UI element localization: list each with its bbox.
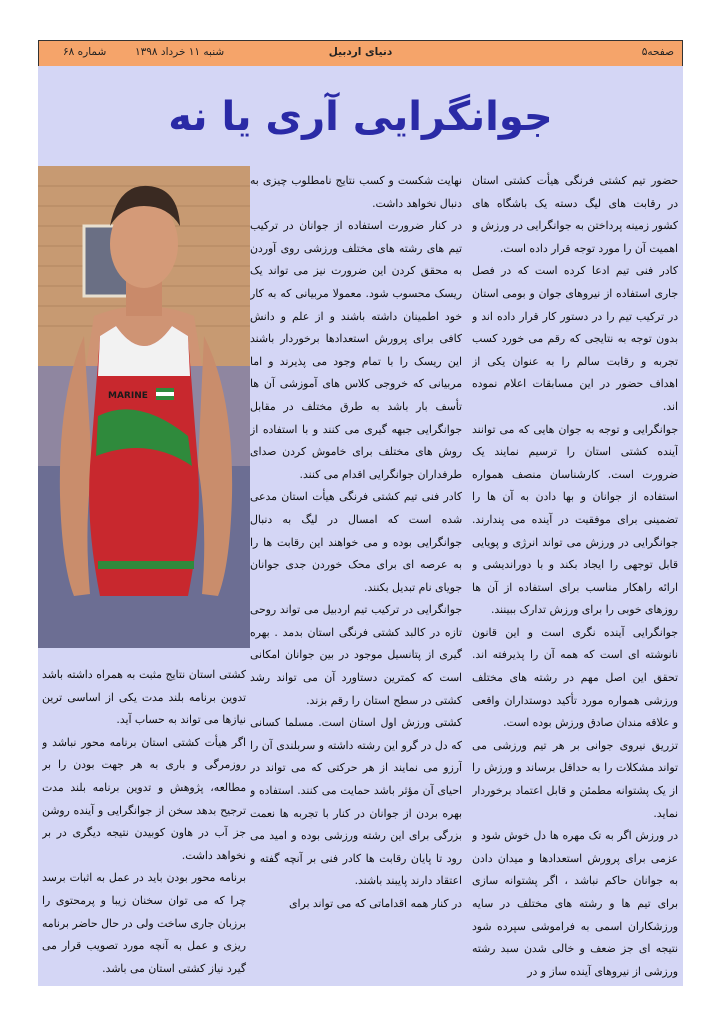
paragraph: حضور تیم کشتی فرنگی هیأت کشتی استان در رقابت های لیگ دسته یک باشگاه های کشور زمینه پرداختن به جوانگرایی در ورزش و اهمیت آن را مورد توجه قرار داده است.	[472, 174, 678, 255]
issue-number: شماره ۶۸	[63, 46, 107, 58]
newspaper-name: دنیای اردبیل	[328, 46, 393, 58]
paragraph: کادر فنی تیم ادعا کرده است که در فصل جاری استفاده از نیروهای جوان و بومی استان در ترکیب تیم را در دستور کار قرار داده اند و بدون توجه به نتایجی که رقم می خورد کسب تجربه و رقابت سالم را به عنوان یکی از اهداف حضور در این مسابقات اعلام نموده اند.	[472, 264, 678, 413]
article-column-left	[42, 664, 246, 986]
paragraph: کشتی ورزش اول استان است. مسلما کسانی که دل در گرو این رشته داشته و سربلندی آن را آرزو می نمایند از هر حرکتی که می تواند در احیای آن مؤثر باشد حمایت می کنند. استفاده و بهره بردن از جوانان در کنار با تجربه ها نعمت بزرگی برای این رشته ورزشی بوده و امید می رود تا پایان رقابت ها کادر فنی بر آنچه گفته و اعتقاد دارند پایبند باشند.	[250, 716, 462, 888]
article-headline: جوانگرایی آری یا نه	[168, 94, 553, 140]
singlet-text: MARINE	[108, 391, 148, 401]
article-page	[38, 66, 683, 986]
paragraph: جوانگرایی در ترکیب تیم اردبیل می تواند روحی تازه در کالبد کشتی فرنگی استان بدمد . بهره گیری از پتانسیل موجود در بین جوانان امکانی است که کمترین دستاورد آن می تواند رشد کشتی در سطح استان را رقم بزند.	[250, 603, 462, 707]
paragraph: جوانگرایی آینده نگری است و این قانون نانوشته ای است که همه آن را پذیرفته اند. تحقق این اصل مهم در رشته های مختلف ورزشی همواره مورد تأکید دوستداران واقعی و علاقه مندان صادق ورزش بوده است.	[472, 625, 678, 730]
paragraph: کادر فنی تیم کشتی فرنگی هیأت استان مدعی شده است که امسال در لیگ به دنبال جوانگرایی بوده و می خواهند این رقابت ها را به عرصه ای برای محک خوردن جدی جوانان جویای نام تبدیل بکنند.	[250, 490, 462, 594]
paragraph: کشتی استان نتایج مثبت به همراه داشته باشد تدوین برنامه بلند مدت یکی از اساسی ترین نیازها می تواند به حساب آید.	[42, 668, 246, 727]
article-column-middle	[250, 170, 462, 986]
paragraph: برنامه محور بودن باید در عمل به اثبات برسد چرا که می توان سخنان زیبا و پرمحتوی را برزبان جاری ساخت ولی در حال حاضر برنامه ریزی و عمل به آنچه مورد تصویب قرار می گیرد نیاز کشتی استان می باشد.	[42, 871, 246, 975]
paragraph: نهایت شکست و کسب نتایج نامطلوب چیزی به دنبال نخواهد داشت.	[250, 174, 462, 210]
paragraph: در کنار ضرورت استفاده از جوانان در ترکیب تیم های رشته های مختلف ورزشی روی آوردن به محقق کردن این ضرورت نیز می تواند یک ریسک محسوب شود. معمولا مربیانی که به کار خود اطمینان داشته باشند و از علم و دانش کافی برای پرورش استعدادها برخوردار باشند این ریسک را با تمام وجود می پذیرند و اما مربیانی که خروجی کلاس های آموزشی آن ها تأسف بار باشد به طرق مختلف در مقابل جوانگرایی جبهه گیری می کنند و با استفاده از روش های مختلف برای خاموش کردن صدای طرفداران جوانگرایی اقدام می کنند.	[250, 219, 462, 481]
paragraph: در ورزش اگر به تک مهره ها دل خوش شود و عزمی برای پرورش استعدادها و میدان دادن به جوانان حاکم نباشد ، اگر پشتوانه سازی برای تیم ها و رشته های مختلف در سایه ورزشکاران اسمی به فراموشی سپرده شود نتیجه ای جز ضعف و خالی شدن سبد رشته ورزشی از نیروهای آینده ساز و در	[472, 829, 678, 978]
paragraph: تزریق نیروی جوانی بر هر تیم ورزشی می تواند مشکلات را به حداقل برساند و ورزش را از یک پشتوانه مطمئن و قابل اعتماد برخوردار نماید.	[472, 738, 678, 820]
page-number: صفحه۵	[641, 46, 674, 58]
paragraph: جوانگرایی و توجه به جوان هایی که می توانند آینده کشتی استان را ترسیم نمایند یک ضرورت است. کارشناسان منصف همواره استفاده از جوانان و بها دادن به آن ها را تضمینی برای موفقیت در آینده می پندارند. جوانگرایی در ورزش می تواند انرژی و پویایی قابل توجهی را ایجاد بکند و با دوراندیشی و ارائه راهکار مناسب برای استفاده از آن ها روزهای خوبی را برای ورزش تدارک ببینند.	[472, 422, 678, 617]
paragraph: در کنار همه اقداماتی که می تواند برای	[289, 897, 462, 910]
issue-date: شنبه ۱۱ خرداد ۱۳۹۸	[135, 46, 225, 58]
wrestler-photo	[38, 166, 250, 648]
paragraph: اگر هیأت کشتی استان برنامه محور نباشد و روزمرگی و باری به هر جهت بودن را بر مطالعه، پژوهش و تدوین برنامه بلند مدت ترجیح بدهد سخن از جوانگرایی و آینده روشن جز آب در هاون کوبیدن نتیجه دیگری در بر نخواهد داشت.	[42, 735, 246, 862]
header-bar	[38, 40, 683, 67]
article-column-right	[472, 170, 678, 986]
